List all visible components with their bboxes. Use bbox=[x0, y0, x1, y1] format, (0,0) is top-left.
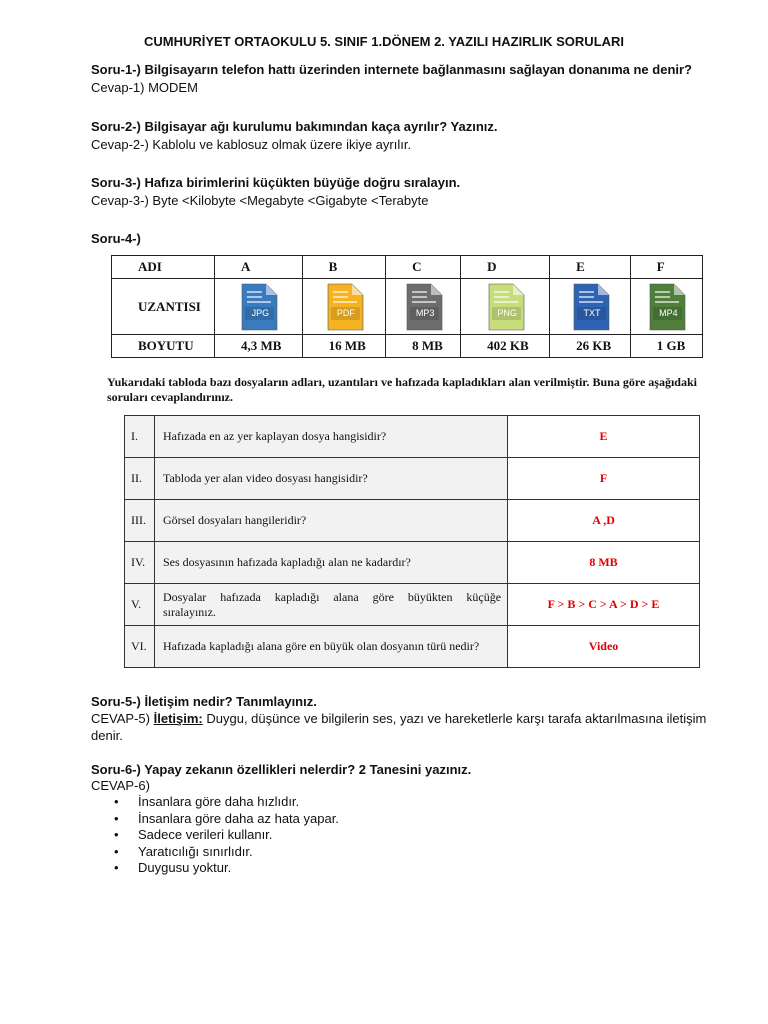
sub-question-text: Hafızada en az yer kaplayan dosya hangisidir? bbox=[154, 416, 507, 458]
file-size: 4,3 MB bbox=[215, 335, 303, 358]
question-6: Soru-6-) Yapay zekanın özellikleri nelerdir? 2 Tanesini yazınız. bbox=[91, 762, 472, 777]
question-2: Soru-2-) Bilgisayar ağı kurulumu bakımından kaça ayrılır? Yazınız. bbox=[91, 119, 498, 134]
file-size: 1 GB bbox=[630, 335, 702, 358]
answer-5-text-line2: denir. bbox=[91, 727, 123, 743]
mp3-file-icon: MP3 bbox=[403, 283, 443, 331]
sub-question-text: Hafızada kapladığı alana göre en büyük olan dosyanın türü nedir? bbox=[154, 626, 507, 668]
sub-question-text: Ses dosyasının hafızada kapladığı alan ne kadardır? bbox=[154, 542, 507, 584]
pdf-file-icon: PDF bbox=[324, 283, 364, 331]
answer-5-prefix: CEVAP-5) bbox=[91, 711, 150, 726]
file-icon-shape bbox=[238, 283, 278, 331]
file-icon-shape bbox=[403, 283, 443, 331]
file-size: 402 KB bbox=[461, 335, 550, 358]
sub-question-number: VI. bbox=[125, 626, 155, 668]
answer-5 bbox=[91, 711, 711, 744]
list-item: • İnsanlara göre daha hızlıdır. bbox=[110, 794, 339, 811]
row-label-extension: UZANTISI bbox=[112, 279, 215, 335]
file-name: D bbox=[461, 256, 550, 279]
file-icon-shape bbox=[570, 283, 610, 331]
table-row bbox=[125, 500, 700, 542]
question-1: Soru-1-) Bilgisayarın telefon hattı üzerinden internete bağlanmasını sağlayan donanıma ne denir? bbox=[91, 62, 693, 77]
table-description: Yukarıdaki tabloda bazı dosyaların adları, uzantıları ve hafızada kapladıkları alan verilmiştir. Buna göre aşağıdaki soruları cevaplandırınız. bbox=[107, 375, 697, 404]
answer-5-text: Duygu, düşünce ve bilgilerin ses, yazı ve hareketlerle karşı tarafa aktarılmasına iletişim bbox=[206, 711, 707, 726]
question-5: Soru-5-) İletişim nedir? Tanımlayınız. bbox=[91, 694, 317, 709]
question-3: Soru-3-) Hafıza birimlerini küçükten büyüğe doğru sıralayın. bbox=[91, 175, 461, 190]
table-row bbox=[125, 542, 700, 584]
sub-question-number: III. bbox=[125, 500, 155, 542]
file-table bbox=[111, 255, 703, 358]
answer-6-prefix: CEVAP-6) bbox=[91, 778, 150, 793]
sub-question-number: IV. bbox=[125, 542, 155, 584]
answer-1: Cevap-1) MODEM bbox=[91, 80, 198, 95]
png-file-icon: PNG bbox=[485, 283, 525, 331]
file-size: 8 MB bbox=[386, 335, 461, 358]
list-item: • Sadece verileri kullanır. bbox=[110, 827, 339, 844]
row-label-name: ADI bbox=[112, 256, 215, 279]
table-row bbox=[125, 416, 700, 458]
file-icon-shape bbox=[485, 283, 525, 331]
sub-question-number: II. bbox=[125, 458, 155, 500]
answer-5-term: İletişim: bbox=[153, 711, 203, 726]
table-row bbox=[125, 458, 700, 500]
mp4-file-icon: MP4 bbox=[646, 283, 686, 331]
question-4: Soru-4-) bbox=[91, 231, 141, 246]
sub-question-number: V. bbox=[125, 584, 155, 626]
file-name: C bbox=[386, 256, 461, 279]
sub-question-number: I. bbox=[125, 416, 155, 458]
table-row bbox=[125, 584, 700, 626]
sub-question-answer: E bbox=[508, 416, 700, 458]
file-name: B bbox=[302, 256, 385, 279]
file-size: 16 MB bbox=[302, 335, 385, 358]
sub-question-table bbox=[124, 415, 700, 668]
table-row bbox=[125, 626, 700, 668]
file-name: F bbox=[630, 256, 702, 279]
sub-question-answer: A ,D bbox=[508, 500, 700, 542]
sub-question-text: Tabloda yer alan video dosyası hangisidir? bbox=[154, 458, 507, 500]
sub-question-answer: Video bbox=[508, 626, 700, 668]
file-name: A bbox=[215, 256, 303, 279]
list-item: • İnsanlara göre daha az hata yapar. bbox=[110, 811, 339, 828]
page-title: CUMHURİYET ORTAOKULU 5. SINIF 1.DÖNEM 2. YAZILI HAZIRLIK SORULARI bbox=[143, 34, 625, 49]
list-item: • Duygusu yoktur. bbox=[110, 860, 339, 877]
row-label-size: BOYUTU bbox=[112, 335, 215, 358]
answer-3: Cevap-3-) Byte <Kilobyte <Megabyte <Gigabyte <Terabyte bbox=[91, 193, 429, 208]
file-size: 26 KB bbox=[550, 335, 631, 358]
txt-file-icon: TXT bbox=[570, 283, 610, 331]
file-icon-shape bbox=[324, 283, 364, 331]
sub-question-answer: F bbox=[508, 458, 700, 500]
file-icon-shape bbox=[646, 283, 686, 331]
sub-question-text bbox=[154, 584, 507, 626]
answer-6-list bbox=[110, 794, 339, 877]
sub-question-text-line1: Dosyalar hafızada kapladığı alana göre büyükten küçüğe bbox=[162, 589, 502, 604]
sub-question-answer: F > B > C > A > D > E bbox=[508, 584, 700, 626]
file-name: E bbox=[550, 256, 631, 279]
list-item: • Yaratıcılığı sınırlıdır. bbox=[110, 844, 339, 861]
sub-question-text-line2: sıralayınız. bbox=[162, 604, 216, 619]
jpg-file-icon: JPG bbox=[238, 283, 278, 331]
answer-2: Cevap-2-) Kablolu ve kablosuz olmak üzere ikiye ayrılır. bbox=[91, 137, 412, 152]
sub-question-text: Görsel dosyaları hangileridir? bbox=[154, 500, 507, 542]
sub-question-answer: 8 MB bbox=[508, 542, 700, 584]
